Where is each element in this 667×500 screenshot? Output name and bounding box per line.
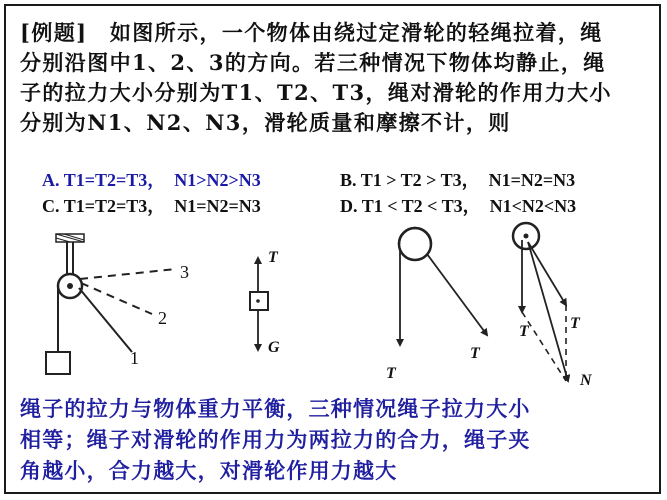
option-b-text: T1 > T2 > T3， N1=N2=N3 — [360, 170, 576, 190]
tension-arrow-slanted — [528, 242, 566, 305]
question-line-1: [例题] 如图所示，一个物体由绕过定滑轮的轻绳拉着，绳 — [20, 20, 603, 45]
hanging-block — [46, 352, 70, 374]
answer-line-1: 绳子的拉力与物体重力平衡，三种情况绳子拉力大小 — [20, 396, 531, 421]
rope-direction-3 — [80, 269, 176, 279]
label-tension-slanted: T — [570, 315, 580, 332]
option-a-letter: A. — [42, 170, 60, 190]
rope-direction-1 — [79, 288, 132, 352]
label-direction-1: 1 — [130, 348, 139, 368]
option-a-text: T1=T2=T3， N1>N2>N3 — [63, 170, 261, 190]
label-direction-3: 3 — [180, 262, 189, 282]
answer-line-2: 相等；绳子对滑轮的作用力为两拉力的合力，绳子夹 — [20, 427, 531, 452]
resultant-force-diagram — [513, 223, 593, 389]
label-tension-vertical: T — [519, 323, 529, 340]
question-line-3: 子的拉力大小分别为T1、T2、T3，绳对滑轮的作用力大小 — [20, 80, 612, 105]
answer-line-3: 角越小，合力越大，对滑轮作用力越大 — [20, 458, 398, 483]
answer-explanation — [20, 393, 650, 486]
option-c-letter: C. — [42, 196, 60, 216]
label-tension-slant: T — [470, 345, 480, 362]
rope-direction-2 — [81, 283, 152, 314]
question-line-2: 分别沿图中1、2、3的方向。若三种情况下物体均静止，绳 — [20, 50, 606, 75]
label-tension-down: T — [386, 365, 396, 382]
label-gravity: G — [268, 339, 280, 356]
resultant-arrow — [528, 242, 568, 381]
pulley-tension-diagram — [386, 228, 487, 382]
block-free-body-diagram — [250, 249, 280, 356]
label-tension: T — [268, 249, 278, 266]
option-d-text: T1 < T2 < T3， N1<N2<N3 — [361, 196, 577, 216]
option-b-letter: B. — [340, 170, 357, 190]
tension-arrow-slant — [427, 254, 487, 335]
pulley-setup-figure — [46, 234, 189, 374]
option-c-text: T1=T2=T3， N1=N2=N3 — [63, 196, 261, 216]
option-d-letter: D. — [340, 196, 358, 216]
question-line-4: 分别为N1、N2、N3，滑轮质量和摩擦不计，则 — [20, 110, 511, 135]
label-direction-2: 2 — [158, 308, 167, 328]
label-normal-force: N — [580, 372, 592, 389]
